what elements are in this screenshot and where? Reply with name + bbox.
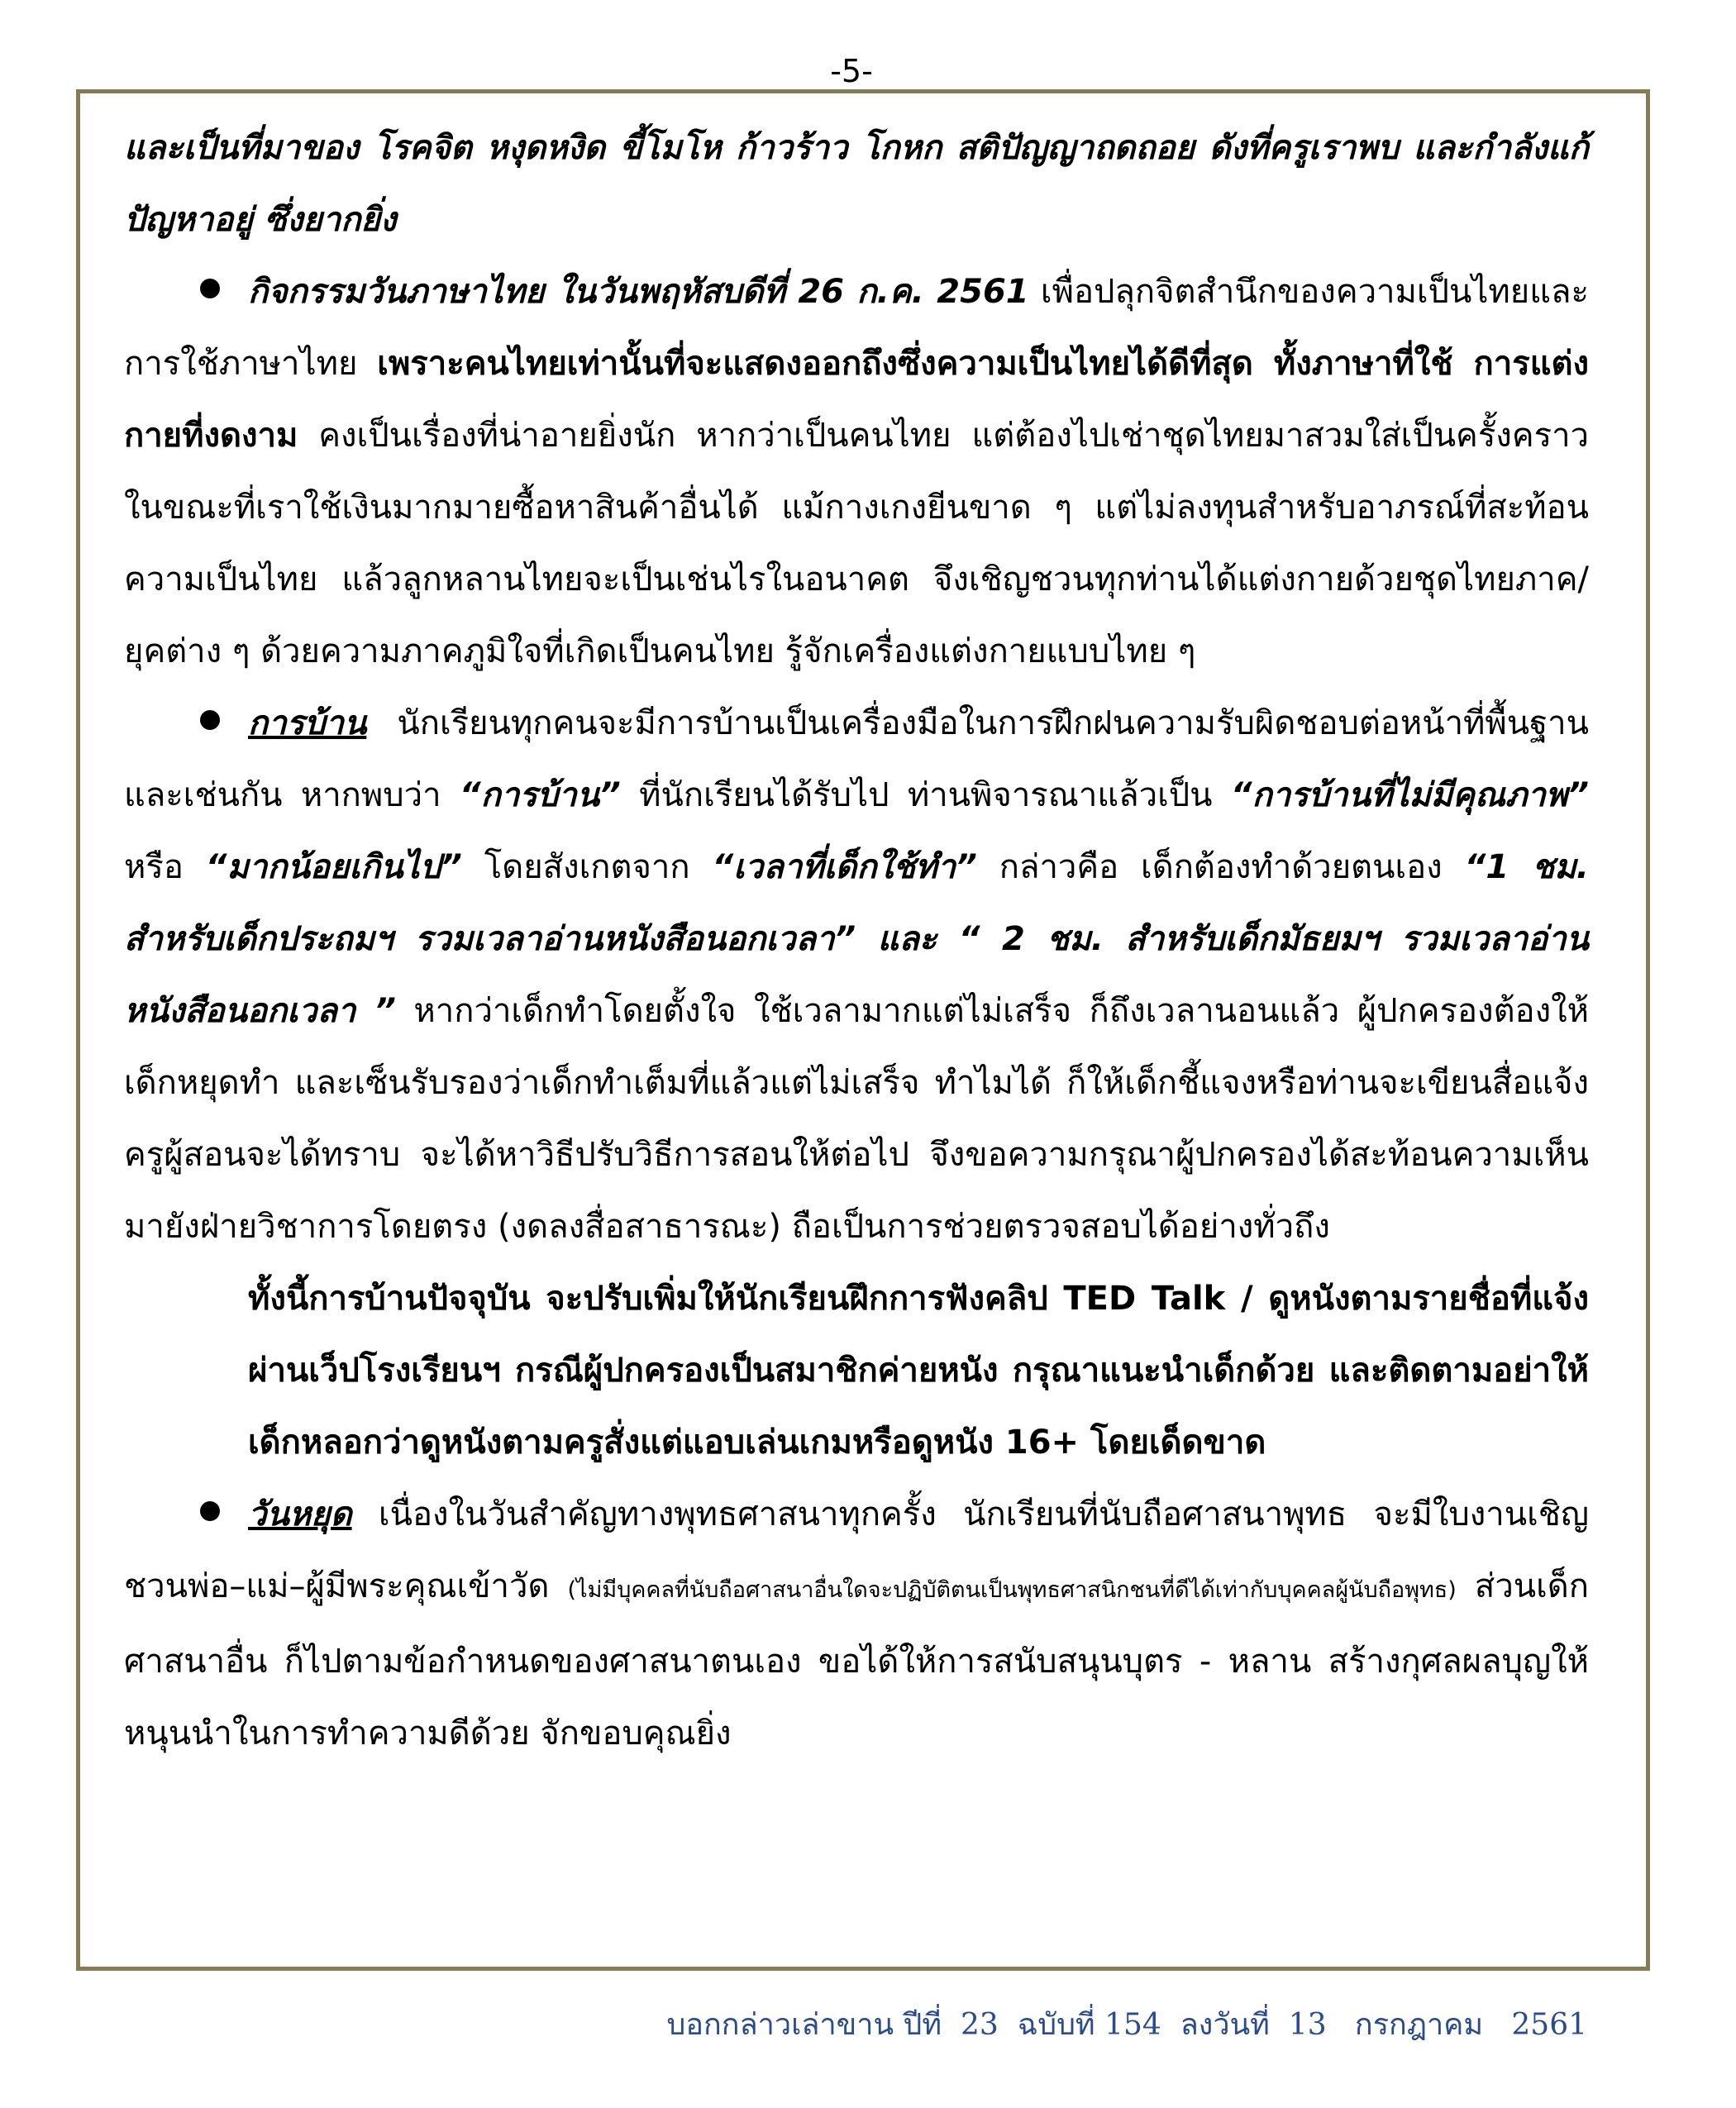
bullet-icon	[200, 1501, 220, 1521]
homework-text-4: โดยสังเกตจาก	[461, 848, 713, 886]
note-paragraph	[124, 1263, 1589, 1479]
homework-text-1: นักเรียนทุกคนจะมีการบ้านเป็นเครื่องมือในการฝึกฝนความรับผิดชอบต่อหน้าที่พื้นฐาน และเช่นกัน หากพบว่า	[124, 704, 1589, 814]
homework-text-2: ที่นักเรียนได้รับไป ท่านพิจารณาแล้วเป็น	[620, 776, 1231, 814]
homework-quote-5: “1 ชม. สำหรับเด็กประถมฯ รวมเวลาอ่านหนังสือนอกเวลา” และ “ 2 ชม. สำหรับเด็กมัธยมฯ รวมเวลาอ่านหนังสือนอกเวลา ”	[124, 848, 1589, 1030]
homework-text-5: กล่าวคือ เด็กต้องทำด้วยตนเอง	[976, 848, 1465, 886]
homework-text-6: หากว่าเด็กทำโดยตั้งใจ ใช้เวลามากแต่ไม่เสร็จ ก็ถึงเวลานอนแล้ว ผู้ปกครองต้องให้เด็กหยุดทำ และเซ็นรับรองว่าเด็กทำเต็มที่แล้วแต่ไม่เสร็จ ทำไมได้ ก็ให้เด็กชี้แจงหรือท่านจะเขียนสื่อแจ้ง ครูผู้สอนจะได้ทราบ จะได้หาวิธีปรับวิธีการสอนให้ต่อไป จึงขอความกรุณาผู้ปกครองได้สะท้อนความเห็นมายังฝ่ายวิชาการโดยตรง (งดลงสื่อสาธารณะ) ถือเป็นการช่วยตรวจสอบได้อย่างทั่วถึง	[124, 992, 1589, 1246]
homework-text-3: หรือ	[124, 848, 206, 886]
homework-quote-4: “เวลาที่เด็กใช้ทำ”	[712, 848, 977, 886]
thai-day-title: กิจกรรมวันภาษาไทย ในวันพฤหัสบดีที่ 26 ก.ค. 2561	[248, 273, 1029, 311]
newsletter-content	[124, 112, 1589, 1770]
page-number: -5-	[830, 53, 873, 89]
homework-paragraph	[124, 688, 1589, 1263]
thai-day-text-1: เพื่อปลุกจิตสำนึกของความเป็นไทยและการใช้ภาษาไทย	[124, 273, 1589, 383]
intro-text: และเป็นที่มาของ โรคจิต หงุดหงิด ขี้โมโห ก้าวร้าว โกหก สติปัญญาถดถอย ดังที่ครูเราพบ และกำลังแก้ปัญหาอยู่ ซึ่งยากยิ่ง	[124, 129, 1589, 239]
homework-quote-1: “การบ้าน”	[459, 776, 621, 814]
thai-day-paragraph	[124, 256, 1589, 688]
intro-paragraph	[124, 112, 1589, 256]
thai-day-text-2: คงเป็นเรื่องที่น่าอายยิ่งนัก หากว่าเป็นคนไทย แต่ต้องไปเช่าชุดไทยมาสวมใส่เป็นครั้งคราว ในขณะที่เราใช้เงินมากมายซื้อหาสินค้าอื่นได้ แม้กางเกงยีนขาด ๆ แต่ไม่ลงทุนสำหรับอาภรณ์ที่สะท้อนความเป็นไทย แล้วลูกหลานไทยจะเป็นเช่นไรในอนาคต จึงเชิญชวนทุกท่านได้แต่งกายด้วยชุดไทยภาค/ยุคต่าง ๆ ด้วยความภาคภูมิใจที่เกิดเป็นคนไทย รู้จักเครื่องแต่งกายแบบไทย ๆ	[124, 417, 1589, 670]
holiday-title: วันหยุด	[248, 1495, 352, 1533]
holiday-paragraph	[124, 1479, 1589, 1770]
homework-quote-2: “การบ้านที่ไม่มีคุณภาพ”	[1230, 776, 1589, 814]
bullet-icon	[200, 279, 220, 298]
holiday-text-2: ส่วนเด็กศาสนาอื่น ก็ไปตามข้อกำหนดของศาสนาตนเอง ขอได้ให้การสนับสนุนบุตร - หลาน สร้างกุศลผลบุญให้หนุนนำในการทำความดีด้วย จักขอบคุณยิ่ง	[124, 1567, 1589, 1753]
thai-day-bold: เพราะคนไทยเท่านั้นที่จะแสดงออกถึงซึ่งความเป็นไทยได้ดีที่สุด ทั้งภาษาที่ใช้ การแต่งกายที่งดงาม	[124, 345, 1589, 455]
newsletter-footer: บอกกล่าวเล่าขาน ปีที่ 23 ฉบับที่ 154 ลงวันที่ 13 กรกฎาคม 2561	[666, 2008, 1587, 2042]
note-text: ทั้งนี้การบ้านปัจจุบัน จะปรับเพิ่มให้นักเรียนฝึกการฟังคลิป TED Talk / ดูหนังตามรายชื่อที่แจ้งผ่านเว็ปโรงเรียนฯ กรณีผู้ปกครองเป็นสมาชิกค่ายหนัง กรุณาแนะนำเด็กด้วย และติดตามอย่าให้เด็กหลอกว่าดูหนังตามครูสั่งแต่แอบเล่นเกมหรือดูหนัง 16+ โดยเด็ดขาด	[248, 1280, 1589, 1462]
homework-title: การบ้าน	[248, 704, 367, 742]
bullet-icon	[200, 710, 220, 730]
holiday-small-note: (ไม่มีบุคคลที่นับถือศาสนาอื่นใดจะปฏิบัติตนเป็นพุทธศาสนิกชนที่ดีได้เท่ากับบุคคลผู้นับถือพุทธ)	[567, 1577, 1457, 1603]
homework-quote-3: “มากน้อยเกินไป”	[205, 848, 462, 886]
holiday-text-1: เนื่องในวันสำคัญทางพุทธศาสนาทุกครั้ง นักเรียนที่นับถือศาสนาพุทธ จะมีใบงานเชิญชวนพ่อ–แม่–ผู้มีพระคุณเข้าวัด	[124, 1495, 1589, 1605]
